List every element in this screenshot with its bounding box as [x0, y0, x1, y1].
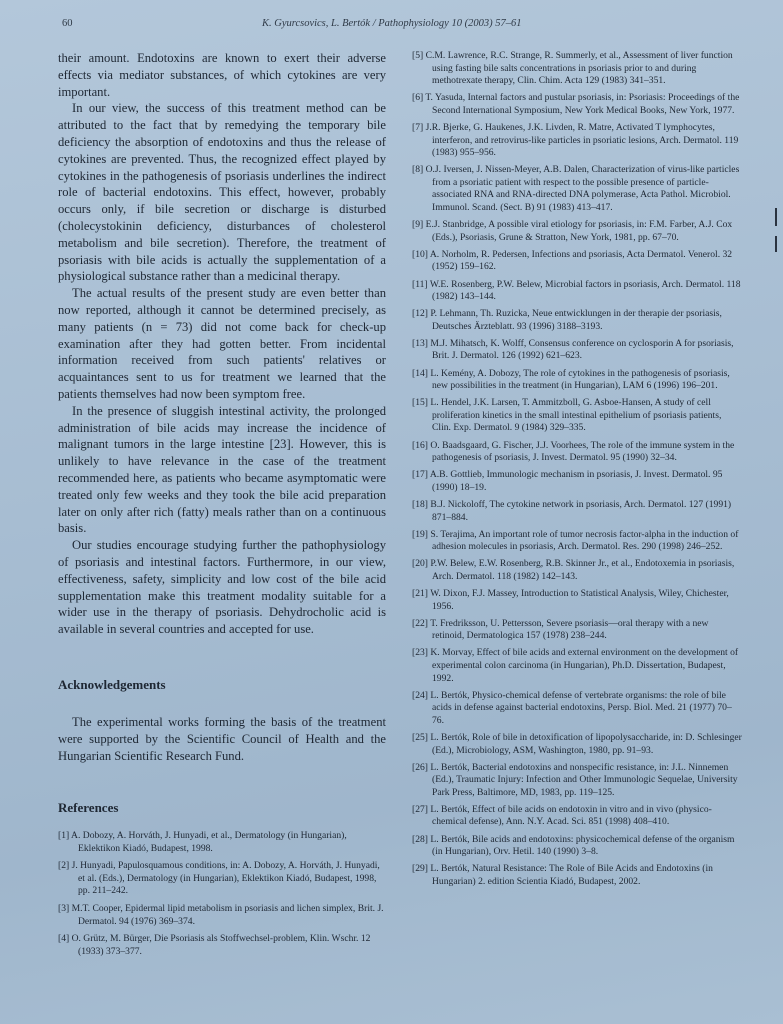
reference-item: [17] A.B. Gottlieb, Immunologic mechanism in psoriasis, J. Invest. Dermatol. 95 (1990) 18–19.: [412, 469, 723, 493]
journal-citation-line: K. Gyurcsovics, L. Bertók / Pathophysiology 10 (2003) 57–61: [262, 18, 522, 29]
margin-mark: [775, 208, 777, 226]
reference-item: [18] B.J. Nickoloff, The cytokine network in psoriasis, Arch. Dermatol. 127 (1991) 871–884.: [412, 498, 732, 523]
left-column: [58, 50, 386, 957]
reference-item: [3] M.T. Cooper, Epidermal lipid metabolism in psoriasis and lichen simplex, Brit. J. Dermatol. 94 (1976) 369–374.: [58, 902, 384, 927]
body-paragraph: In our view, the success of this treatment method can be attributed to the fact that by remedying the temporary bile deficiency the absorption of endotoxins and thus the release of cytokines are prevented. Thus, the recognized effect played by cytokines in the pathogenesis of psoriasis underlines the indirect role of bacterial endotoxins. This effect, however, probably occurs only, if bile secretion or discharge is disturbed (cholecystokinin deficiency, disturbances of cholesterol metabolism and bile secretion). Therefore, the treatment of psoriasis with bile acids is actually the supplementation of a physiological substance rather than a medicinal therapy.: [58, 101, 386, 284]
reference-item: [24] L. Bertók, Physico-chemical defense of vertebrate organisms: the role of bile acids in defense against bacterial endotoxins, Persp. Biol. Med. 21 (1977) 70–76.: [412, 689, 732, 726]
reference-item: [9] E.J. Stanbridge, A possible viral etiology for psoriasis, in: F.M. Farber, A.J. Cox (Eds.), Psoriasis, Grune & Stratton, New York, 1981, pp. 67–70.: [412, 219, 733, 243]
acknowledgements-heading: Acknowledgements: [58, 677, 166, 692]
reference-item: [27] L. Bertók, Effect of bile acids on endotoxin in vitro and in vivo (physico-chemical defense), Ann. N.Y. Acad. Sci. 851 (1998) 408–410.: [412, 803, 712, 828]
reference-item: [25] L. Bertók, Role of bile in detoxification of lipopolysaccharide, in: D. Schlesinger (Ed.), Microbiology, ASM, Washington, 1980, pp. 91–93.: [412, 731, 742, 756]
acknowledgements-section: [58, 714, 386, 764]
reference-item: [5] C.M. Lawrence, R.C. Strange, R. Summerly, et al., Assessment of liver function using fasting bile salts concentrations in psoriasis prior to and during methotrexate therapy, Clin. Chim. Acta 129 (1983) 341–351.: [412, 50, 733, 87]
reference-item: [23] K. Morvay, Effect of bile acids and external environment on the development of experimental colon carcinoma (in Hungarian), Ph.D. Dissertation, Budapest, 1992.: [412, 647, 739, 684]
body-paragraph: In the presence of sluggish intestinal activity, the prolonged administration of bile acids may increase the incidence of malignant tumors in the large intestine [23]. However, this is unlikely to have relevance in the case of the treatment recommended here, as patients who became asymptomatic were treated only few weeks and they took the bile acid preparation later on only after rich (fatty) meals rather than on a continuous basis.: [58, 403, 386, 536]
reference-item: [12] P. Lehmann, Th. Ruzicka, Neue entwicklungen in der therapie der psoriasis, Deutsches Ärzteblatt. 93 (1996) 3188–3193.: [412, 308, 722, 332]
reference-list-right: [412, 50, 742, 893]
reference-item: [11] W.E. Rosenberg, P.W. Belew, Microbial factors in psoriasis, Arch. Dermatol. 118 (1982) 143–144.: [412, 278, 741, 303]
body-paragraph: The actual results of the present study are even better than now reported, although it cannot be determined precisely, as many patients (n = 73) did not come back for check-up examination after they had gotten better. From incidental information received from such patients' relatives or acquaintances sent to us for treatment we learned that the patients themselves had now been symptom free.: [58, 286, 386, 401]
reference-item: [14] L. Kemény, A. Dobozy, The role of cytokines in the pathogenesis of psoriasis, new possibilities in the treatment (in Hungarian), LAM 6 (1996) 196–201.: [412, 367, 730, 392]
reference-item: [16] O. Baadsgaard, G. Fischer, J.J. Voorhees, The role of the immune system in the pathogenesis of psoriasis, J. Invest. Dermatol. 95 (1990) 32–34.: [412, 439, 735, 464]
reference-item: [29] L. Bertók, Natural Resistance: The Role of Bile Acids and Endotoxins (in Hungarian) 2. edition Scientia Kiadó, Budapest, 2002.: [412, 863, 713, 887]
margin-mark: [775, 236, 777, 252]
reference-item: [2] J. Hunyadi, Papulosquamous conditions, in: A. Dobozy, A. Horváth, J. Hunyadi, et al. (Eds.), Dermatology (in Hungarian), Eklektikon Kiadó, Budapest, 1998, pp. 211–242.: [58, 860, 380, 897]
reference-item: [26] L. Bertók, Bacterial endotoxins and nonspecific resistance, in: J.L. Ninnemen (Ed.), Traumatic Injury: Infection and Other Immunologic Sequelae, University Park Press, Baltimore, MD, 1983, pp. 119–125.: [412, 761, 738, 798]
reference-item: [10] A. Norholm, R. Pedersen, Infections and psoriasis, Acta Dermatol. Venerol. 32 (1952) 159–162.: [412, 248, 733, 273]
acknowledgements-text: The experimental works forming the basis of the treatment were supported by the Scientific Council of Health and the Hungarian Scientific Research Fund.: [58, 715, 386, 763]
reference-item: [7] J.R. Bjerke, G. Haukenes, J.K. Livden, R. Matre, Activated T lymphocytes, interferon, and retrovirus-like particles in psoriatic lesions, Arch. Dermatol. 119 (1983) 955–956.: [412, 121, 739, 159]
reference-item: [19] S. Terajima, An important role of tumor necrosis factor-alpha in the induction of adhesion molecules in psoriasis, Arch. Dermatol. Res. 290 (1998) 246–252.: [412, 528, 739, 553]
reference-list-left: [58, 830, 386, 963]
reference-item: [6] T. Yasuda, Internal factors and pustular psoriasis, in: Psoriasis: Proceedings of the Second International Symposium, New York Medical Books, New York, 1977.: [412, 92, 740, 116]
reference-item: [22] T. Fredriksson, U. Pettersson, Severe psoriasis—oral therapy with a new retinoid, Dermatologica 157 (1978) 238–244.: [412, 617, 709, 642]
reference-item: [15] L. Hendel, J.K. Larsen, T. Ammitzboll, G. Asboe-Hansen, A study of cell proliferation kinetics in the small intestinal epithelium of psoriasis patients, Clin. Exp. Dermatol. 9 (1984) 329–335.: [412, 397, 722, 434]
body-paragraph: their amount. Endotoxins are known to exert their adverse effects via mediator substances, of which cytokines are very important.: [58, 51, 386, 99]
reference-item: [8] O.J. Iversen, J. Nissen-Meyer, A.B. Dalen, Characterization of virus-like particles from a psoriatic patient with respect to the possible presence of particle-associated RNA and RNA-directed DNA polymerase, Acta Pathol. Microbiol. Immunol. Scand. (Sect. B) 91 (1983) 413–417.: [412, 164, 740, 214]
reference-item: [4] O. Grütz, M. Bürger, Die Psoriasis als Stoffwechsel-problem, Klin. Wschr. 12 (1933) 373–377.: [58, 933, 371, 957]
body-paragraph: Our studies encourage studying further the pathophysiology of psoriasis and intestinal factors. Furthermore, in our view, effectiveness, safety, simplicity and low cost of the bile acid supplementation make this treatment modality suitable for a wider use in the therapy of psoriasis. Dehydrocholic acid is available in several countries and accepted for use.: [58, 538, 386, 637]
references-heading: References: [58, 800, 119, 815]
reference-item: [13] M.J. Mihatsch, K. Wolff, Consensus conference on cyclosporin A for psoriasis, Brit. J. Dermatol. 126 (1992) 621–623.: [412, 337, 734, 362]
reference-item: [20] P.W. Belew, E.W. Rosenberg, R.B. Skinner Jr., et al., Endotoxemia in psoriasis, Arch. Dermatol. 118 (1982) 142–143.: [412, 558, 735, 582]
reference-item: [28] L. Bertók, Bile acids and endotoxins: physicochemical defense of the organism (in Hungarian), Orv. Hetil. 140 (1990) 3–8.: [412, 833, 735, 858]
reference-item: [1] A. Dobozy, A. Horváth, J. Hunyadi, et al., Dermatology (in Hungarian), Eklektikon Kiadó, Budapest, 1998.: [58, 830, 347, 854]
page-number: 60: [62, 18, 73, 29]
reference-item: [21] W. Dixon, F.J. Massey, Introduction to Statistical Analysis, Wiley, Chichester, 1956.: [412, 587, 729, 612]
